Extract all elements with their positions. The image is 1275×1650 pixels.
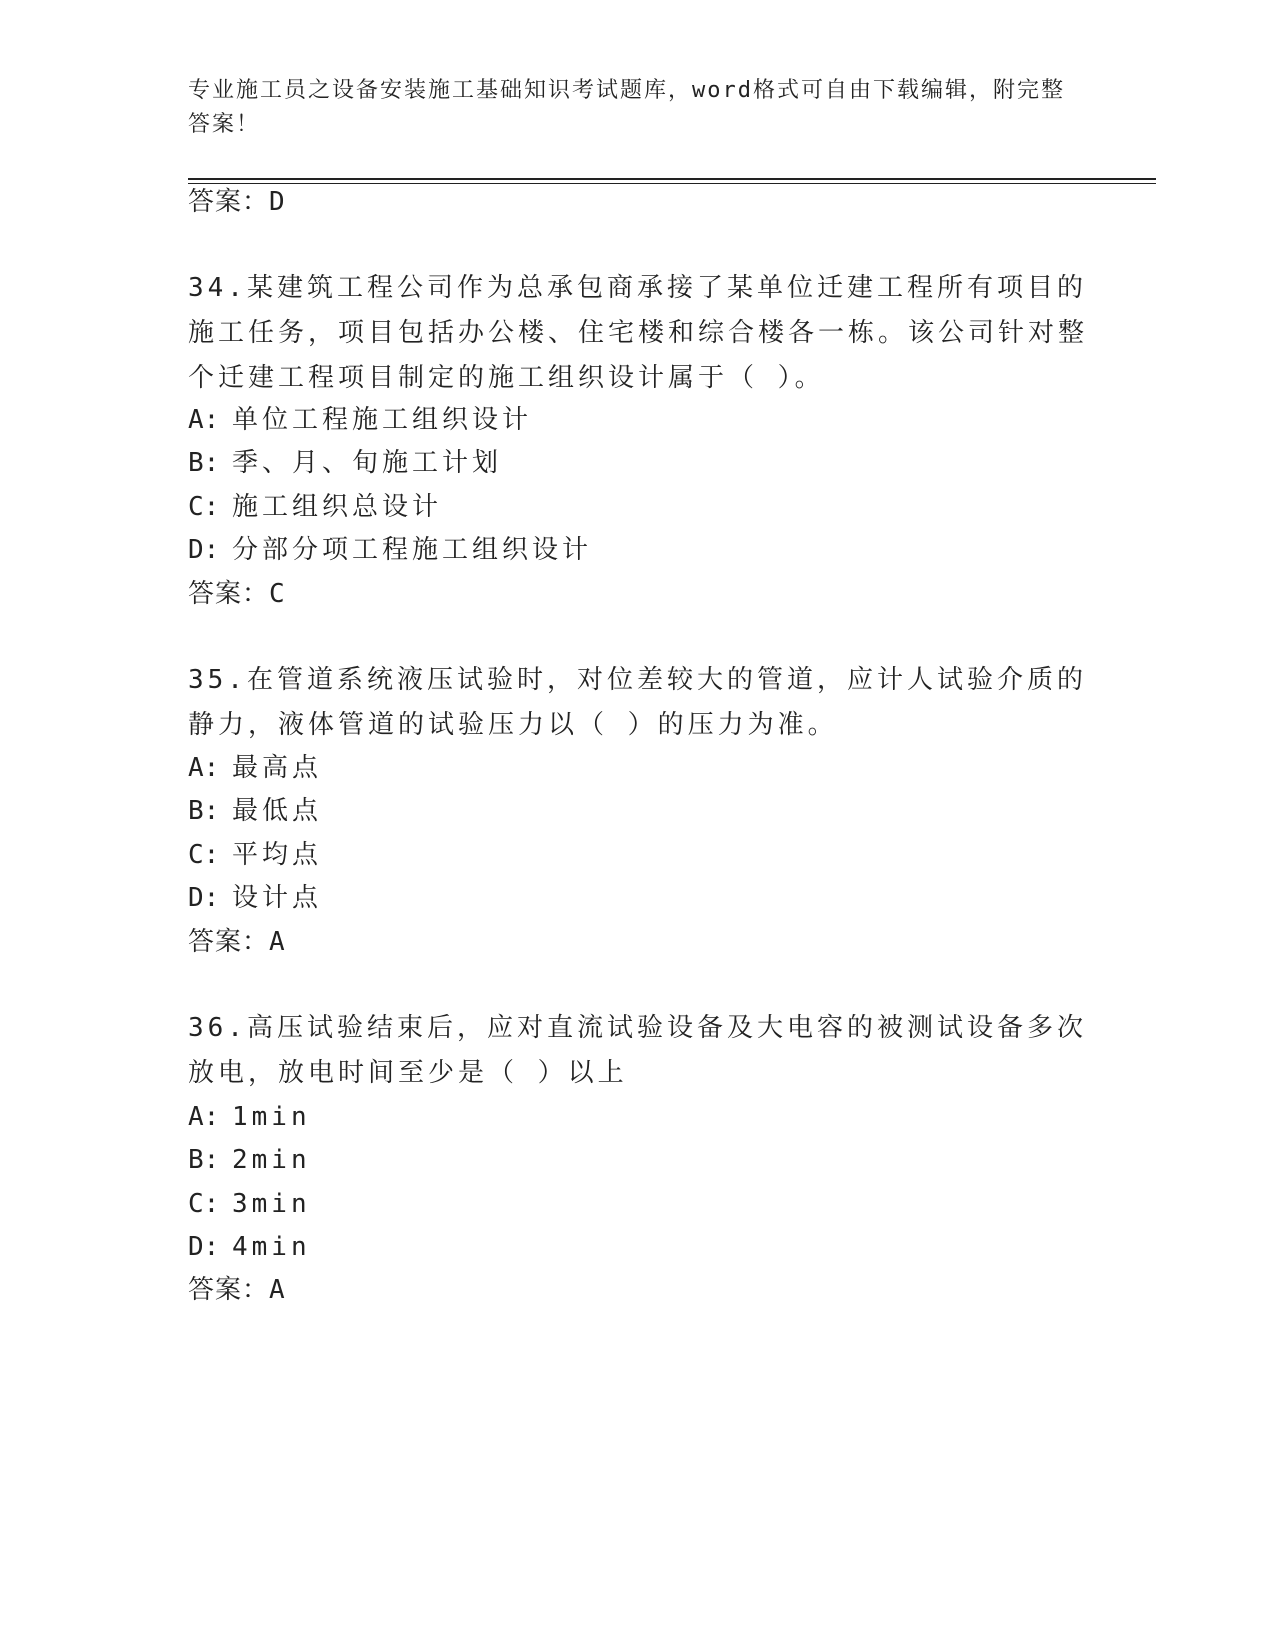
question-34-answer: 答案：C <box>188 579 286 609</box>
option-text: 单位工程施工组织设计 <box>232 405 533 435</box>
question-35-option-c <box>188 835 322 875</box>
question-36-stem: 36.高压试验结束后，应对直流试验设备及大电容的被测试设备多次放电，放电时间至少是（ ）以上 <box>188 1013 1087 1088</box>
option-letter: B: <box>188 448 220 478</box>
option-text: 最低点 <box>232 796 323 826</box>
option-text: 季、月、旬施工计划 <box>232 448 503 478</box>
question-35-stem: 35.在管道系统液压试验时，对位差较大的管道，应计人试验介质的静力，液体管道的试验压力以（ ）的压力为准。 <box>188 665 1087 740</box>
option-text: 分部分项工程施工组织设计 <box>232 535 593 565</box>
option-letter: D: <box>188 1232 220 1262</box>
question-36-option-b <box>188 1140 311 1180</box>
option-letter: C: <box>188 840 220 870</box>
option-text: 施工组织总设计 <box>232 492 443 522</box>
option-letter: B: <box>188 796 220 826</box>
option-letter: B: <box>188 1145 220 1175</box>
question-35-answer: 答案：A <box>188 927 286 957</box>
question-35-option-b <box>188 791 322 831</box>
option-text: 设计点 <box>232 883 323 913</box>
previous-answer: 答案：D <box>188 187 286 217</box>
question-34-option-d <box>188 530 592 570</box>
option-letter: C: <box>188 492 220 522</box>
header-rule-thin <box>188 183 1156 184</box>
question-34-option-a <box>188 400 532 440</box>
question-34-option-b <box>188 443 502 483</box>
option-text: 4min <box>232 1232 311 1262</box>
question-36-option-a <box>188 1097 311 1137</box>
option-letter: C: <box>188 1189 220 1219</box>
question-36-option-c <box>188 1184 311 1224</box>
option-letter: A: <box>188 405 220 435</box>
question-36-answer: 答案：A <box>188 1275 286 1305</box>
option-letter: D: <box>188 883 220 913</box>
option-text: 平均点 <box>232 840 323 870</box>
option-letter: A: <box>188 753 220 783</box>
document-header: 专业施工员之设备安装施工基础知识考试题库，word格式可自由下载编辑，附完整答案！ <box>188 78 1065 137</box>
option-letter: A: <box>188 1102 220 1132</box>
question-34-stem: 34.某建筑工程公司作为总承包商承接了某单位迁建工程所有项目的施工任务，项目包括办公楼、住宅楼和综合楼各一栋。该公司针对整个迁建工程项目制定的施工组织设计属于（ ）。 <box>188 273 1089 393</box>
question-35-option-a <box>188 748 322 788</box>
option-text: 2min <box>232 1145 311 1175</box>
option-text: 3min <box>232 1189 311 1219</box>
header-rule-thick <box>188 178 1156 180</box>
question-36-option-d <box>188 1227 311 1267</box>
option-text: 最高点 <box>232 753 323 783</box>
question-34-option-c <box>188 487 442 527</box>
question-35-option-d <box>188 878 322 918</box>
option-letter: D: <box>188 535 220 565</box>
option-text: 1min <box>232 1102 311 1132</box>
